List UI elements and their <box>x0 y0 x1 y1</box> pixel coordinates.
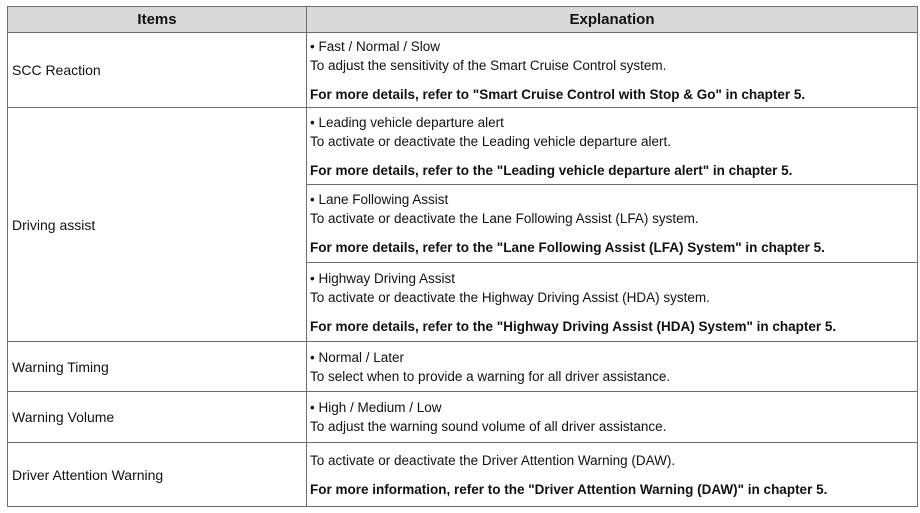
options-text: • Lane Following Assist <box>310 192 449 207</box>
table-row <box>8 108 918 185</box>
description-text: To adjust the warning sound volume of all driver assistance. <box>310 419 667 434</box>
description-text: To adjust the sensitivity of the Smart Cruise Control system. <box>310 57 667 73</box>
reference-text: For more information, refer to the "Driver Attention Warning (DAW)" in chapter 5. <box>310 481 828 497</box>
reference-text: For more details, refer to the "Highway Driving Assist (HDA) System" in chapter 5. <box>310 318 837 334</box>
explanation-cell <box>307 33 918 108</box>
table-row <box>8 443 918 507</box>
description-text: To activate or deactivate the Lane Following Assist (LFA) system. <box>310 211 699 226</box>
item-driver-attention-warning: Driver Attention Warning <box>8 443 307 507</box>
table-row <box>8 392 918 443</box>
header-row <box>8 7 918 33</box>
description-text: To activate or deactivate the Highway Driving Assist (HDA) system. <box>310 289 710 305</box>
reference-text: For more details, refer to "Smart Cruise Control with Stop & Go" in chapter 5. <box>310 86 806 102</box>
table-row <box>8 33 918 108</box>
item-scc-reaction: SCC Reaction <box>8 33 307 108</box>
header-items: Items <box>8 7 307 33</box>
explanation-cell <box>307 392 918 443</box>
header-explanation: Explanation <box>307 7 918 33</box>
options-text: • Leading vehicle departure alert <box>310 114 504 130</box>
explanation-cell <box>307 185 918 263</box>
description-text: To activate or deactivate the Driver Attention Warning (DAW). <box>310 452 676 468</box>
options-text: • Fast / Normal / Slow <box>310 38 441 54</box>
reference-text: For more details, refer to the "Lane Following Assist (LFA) System" in chapter 5. <box>310 240 825 255</box>
explanation-cell <box>307 342 918 392</box>
item-driving-assist: Driving assist <box>8 108 307 342</box>
explanation-cell <box>307 108 918 185</box>
options-text: • Normal / Later <box>310 349 405 365</box>
explanation-cell <box>307 263 918 342</box>
options-text: • High / Medium / Low <box>310 400 442 415</box>
options-text: • Highway Driving Assist <box>310 270 456 286</box>
description-text: To select when to provide a warning for all driver assistance. <box>310 368 671 384</box>
settings-table <box>7 6 918 507</box>
reference-text: For more details, refer to the "Leading vehicle departure alert" in chapter 5. <box>310 162 793 178</box>
description-text: To activate or deactivate the Leading vehicle departure alert. <box>310 133 671 149</box>
item-warning-timing: Warning Timing <box>8 342 307 392</box>
item-warning-volume: Warning Volume <box>8 392 307 443</box>
explanation-cell <box>307 443 918 507</box>
table-row <box>8 342 918 392</box>
